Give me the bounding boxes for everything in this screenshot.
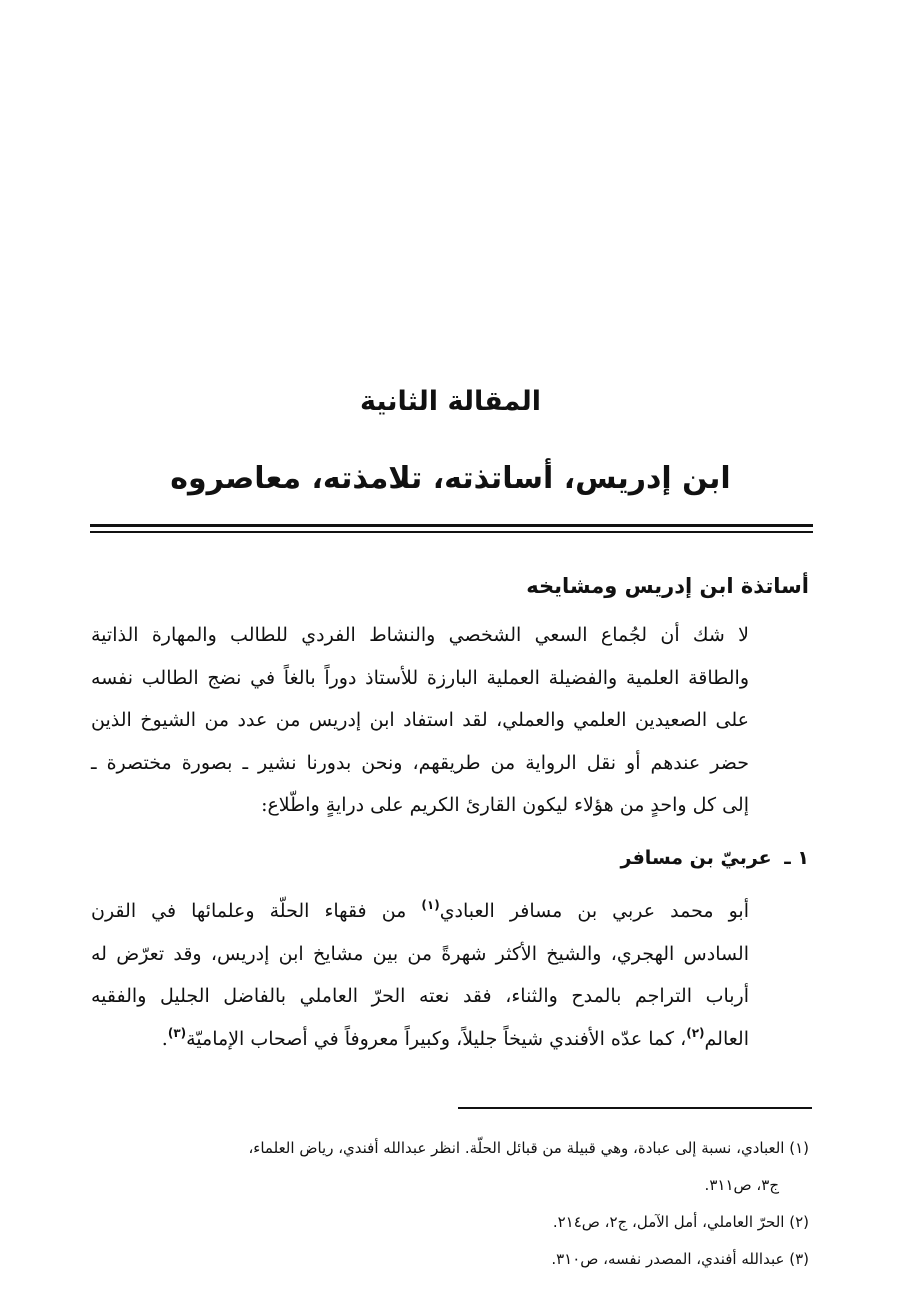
footnote-item [91,1241,809,1278]
teacher-line: السادس الهجري، والشيخ الأكثر شهرةً من بين مشايخ ابن إدريس، وقد تعرّض له [91,942,749,965]
intro-line: والطاقة العلمية والفضيلة العملية البارزة للأستاذ دوراً بالغاً في نضج الطالب نفسه [91,666,749,689]
footnote-ref[interactable]: (١) [421,898,440,912]
teacher-name: عربيّ بن مسافر [620,847,772,869]
teacher-line: أرباب التراجم بالمدح والثناء، فقد نعته الحرّ العاملي بالفاضل الجليل والفقيه [91,985,749,1007]
chapter-subtitle: ابن إدريس، أساتذته، تلامذته، معاصروه [170,461,731,496]
teacher-heading [621,838,809,878]
teacher-line [91,1018,809,1061]
footnote-text: (٢) الحرّ العاملي، أمل الآمل، ج٢، ص٢١٤. [552,1213,809,1231]
intro-line: لا شك أن لجُماع السعي الشخصي والنشاط الفردي للطالب والمهارة الذاتية [91,624,749,646]
footnote-continuation: ج٣، ص٣١١. [704,1176,779,1194]
footnote-item [91,1204,809,1241]
intro-line: على الصعيدين العلمي والعملي، لقد استفاد ابن إدريس من عدد من الشيوخ الذين [91,709,749,731]
footnote-text: (٣) عبدالله أفندي، المصدر نفسه، ص٣١٠. [551,1250,809,1268]
teacher-line-text: ، كما عدّه الأفندي شيخاً جليلاً، وكبيراً معروفاً في أصحاب الإماميّة [186,1027,687,1050]
title-double-rule [90,524,813,533]
footnote-ref[interactable]: (٢) [686,1025,705,1040]
teacher-line-text: . [161,1027,168,1050]
footnote-ref[interactable]: (٣) [167,1025,187,1040]
footnote-item [91,1130,809,1204]
teacher-line [91,890,809,933]
chapter-title: المقالة الثانية [359,386,542,417]
footnote-rule [458,1107,812,1109]
intro-line: حضر عندهم أو نقل الرواية من طريقهم، ونحن بدورنا نشير ـ بصورة مختصرة ـ [91,751,749,774]
intro-line: إلى كل واحدٍ من هؤلاء ليكون القارئ الكريم على درايةٍ واطّلاع: [261,794,749,816]
teacher-line-text: من فقهاء الحلّة وعلمائها في القرن [91,900,422,922]
teacher-paragraph [91,890,809,1060]
teacher-line-text: أبو محمد عربي بن مسافر العبادي [439,900,749,922]
teacher-number: ١ ـ [784,847,809,869]
footnote-text: (١) العبادي، نسبة إلى عبادة، وهي قبيلة من قبائل الحلّة. انظر عبدالله أفندي، رياض العلماء، [248,1139,809,1157]
intro-paragraph [91,614,809,827]
teacher-line-text: العالم [704,1027,749,1050]
footnotes [91,1130,809,1278]
section-heading: أساتذة ابن إدريس ومشايخه [526,574,809,598]
